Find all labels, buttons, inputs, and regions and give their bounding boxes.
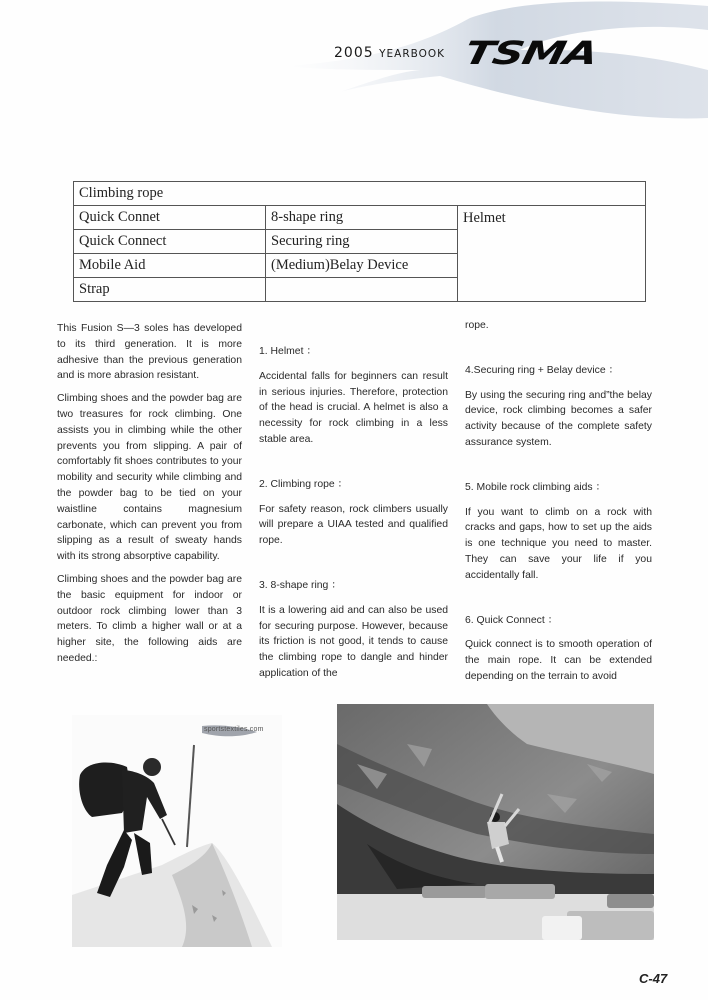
text-column-3 (465, 318, 652, 692)
photo-bouldering-cave (337, 704, 654, 940)
paragraph: For safety reason, rock climbers usually will prepare a UIAA tested and qualified rope. (259, 503, 448, 547)
watermark-text: sportstextiles.com (204, 726, 264, 733)
paragraph: It is a lowering aid and can also be used for securing purpose. However, because its friction is not good, it tends to cause the climbing rope to dangle and hinder application of the (259, 604, 448, 679)
table-cell: (Medium)Belay Device (266, 254, 458, 278)
paragraph: If you want to climb on a rock with cracks and gaps, how to set up the aids is one technique you need to master. They can save your life if you accidentally fall. (465, 506, 652, 581)
table-cell (266, 278, 458, 302)
table-cell: Quick Connect (74, 230, 266, 254)
yearbook-label: YEARBOOK (379, 48, 446, 60)
table-cell: Mobile Aid (74, 254, 266, 278)
table-cell: Securing ring (266, 230, 458, 254)
page-header (334, 34, 601, 72)
section-heading: 4.Securing ring + Belay device ： (465, 364, 619, 376)
section-heading: 5. Mobile rock climbing aids ： (465, 481, 606, 493)
photo-mountaineer-summit (72, 715, 282, 947)
paragraph: Accidental falls for beginners can result in serious injuries. Therefore, protection of the head is crucial. A helmet is also a necessity for rock climbing in a less stable area. (259, 370, 448, 445)
table-cell-helmet: Helmet (458, 206, 646, 302)
table-cell: 8-shape ring (266, 206, 458, 230)
paragraph: This Fusion S—3 soles has developed to its third generation. It is more adhesive than the previous generation and is more abrasion resistant. (57, 323, 242, 382)
table-cell: Quick Connet (74, 206, 266, 230)
text-column-2 (259, 344, 448, 689)
section-heading: 2. Climbing rope ： (259, 478, 348, 490)
section-heading: 3. 8-shape ring ： (259, 579, 342, 591)
yearbook-title (334, 45, 445, 61)
table-row (74, 182, 646, 206)
section-heading: 1. Helmet ： (259, 346, 317, 357)
table-cell: Climbing rope (74, 182, 646, 206)
section-heading: 6. Quick Connect ： (465, 614, 558, 626)
table-row (74, 206, 646, 230)
page-number: C-47 (639, 971, 668, 986)
paragraph: By using the securing ring and”the belay device, rock climbing becomes a safer activity because of the complete safety assurance system. (465, 389, 652, 448)
header-swoosh-decoration (0, 0, 708, 140)
paragraph-continuation: rope. (465, 320, 489, 331)
equipment-table (73, 181, 646, 302)
paragraph: Quick connect is to smooth operation of the main rope. It can be extended depending on the terrain to avoid (465, 639, 652, 682)
table-cell: Strap (74, 278, 266, 302)
tsma-logo: TSMA (461, 34, 601, 72)
paragraph: Climbing shoes and the powder bag are the basic equipment for indoor or outdoor rock climbing lower than 3 meters. To climb a higher wall or at a higher site, the following aids are needed.: (57, 573, 242, 664)
paragraph: Climbing shoes and the powder bag are two treasures for rock climbing. One assists you in climbing while the other prevents you from slipping. A pair of comfortably fit shoes contributes to your mobility and security while climbing and the powder bag to be tied on your waistline contains magnesium carbonate, which can prevent you from slipping as a result of sweaty hands with its strong absorptive capability. (57, 393, 242, 563)
mountaineer-illustration (72, 715, 282, 947)
text-column-1 (57, 321, 242, 674)
cave-illustration (337, 704, 654, 940)
year-label: 2005 (334, 45, 374, 61)
